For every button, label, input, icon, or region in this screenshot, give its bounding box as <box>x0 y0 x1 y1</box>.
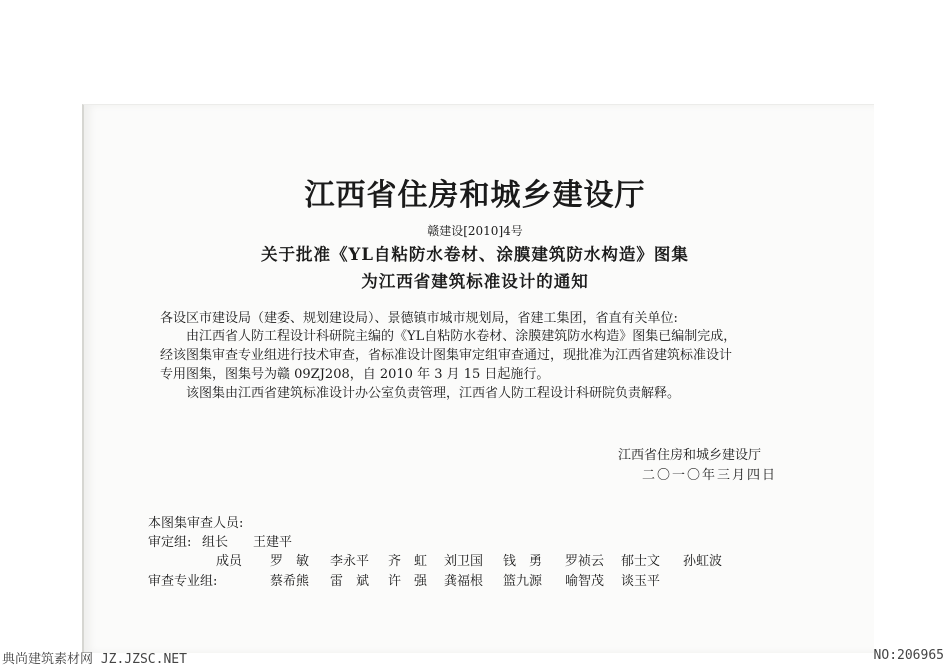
notice-body <box>160 327 808 384</box>
member-name: 罗 敏 <box>270 554 310 569</box>
department-title: 江西省住房和城乡建设厅 <box>304 178 646 213</box>
member-name: 蔡希熊 <box>270 574 310 589</box>
body-line: 经该图集审查专业组进行技术审查，省标准设计图集审定组审查通过，现批准为江西省建筑标准设计 <box>160 348 733 363</box>
document-number: 赣建设[2010]4号 <box>427 224 523 238</box>
leader-role: 组长 <box>202 535 229 550</box>
reviewers-heading: 本图集审查人员: <box>148 516 244 531</box>
body-line: 专用图集，图集号为赣 09ZJ208，自 2010 年 3 月 15 日起施行。 <box>160 367 550 382</box>
member-name: 喻智茂 <box>565 574 605 589</box>
member-name: 龚福根 <box>444 574 484 589</box>
member-role: 成员 <box>216 554 243 569</box>
addressee-line: 各设区市建设局（建委、规划建设局）、景德镇市城市规划局，省建工集团，省直有关单位: <box>160 311 678 326</box>
member-name: 李永平 <box>330 554 370 569</box>
member-name: 钱 勇 <box>503 554 543 569</box>
signature-date: 二〇一〇年三月四日 <box>642 468 778 483</box>
member-name: 刘卫国 <box>444 554 484 569</box>
image-number: NO:206965 <box>873 648 944 663</box>
notice-title-line-1: 关于批准《YL自粘防水卷材、涂膜建筑防水构造》图集 <box>261 245 689 264</box>
member-name: 谈玉平 <box>621 574 661 589</box>
member-name: 篮九源 <box>503 574 543 589</box>
source-watermark: 典尚建筑素材网 JZ.JZSC.NET <box>2 652 187 667</box>
member-name: 齐 虹 <box>388 554 428 569</box>
notice-title-line-2: 为江西省建筑标准设计的通知 <box>361 272 589 291</box>
body-line: 由江西省人防工程设计科研院主编的《YL自粘防水卷材、涂膜建筑防水构造》图集已编制完成， <box>186 329 737 344</box>
member-name: 许 强 <box>388 574 428 589</box>
member-name: 雷 斌 <box>330 574 370 589</box>
member-name: 罗祯云 <box>565 554 605 569</box>
member-name: 孙虹波 <box>683 554 723 569</box>
review-group-label: 审查专业组: <box>148 574 218 589</box>
approval-group-label: 审定组: <box>148 535 192 550</box>
leader-name: 王建平 <box>253 535 293 550</box>
signature-organization: 江西省住房和城乡建设厅 <box>618 448 762 463</box>
body-line: 该图集由江西省建筑标准设计办公室负责管理，江西省人防工程设计科研院负责解释。 <box>186 386 681 401</box>
member-name: 郁士文 <box>621 554 661 569</box>
